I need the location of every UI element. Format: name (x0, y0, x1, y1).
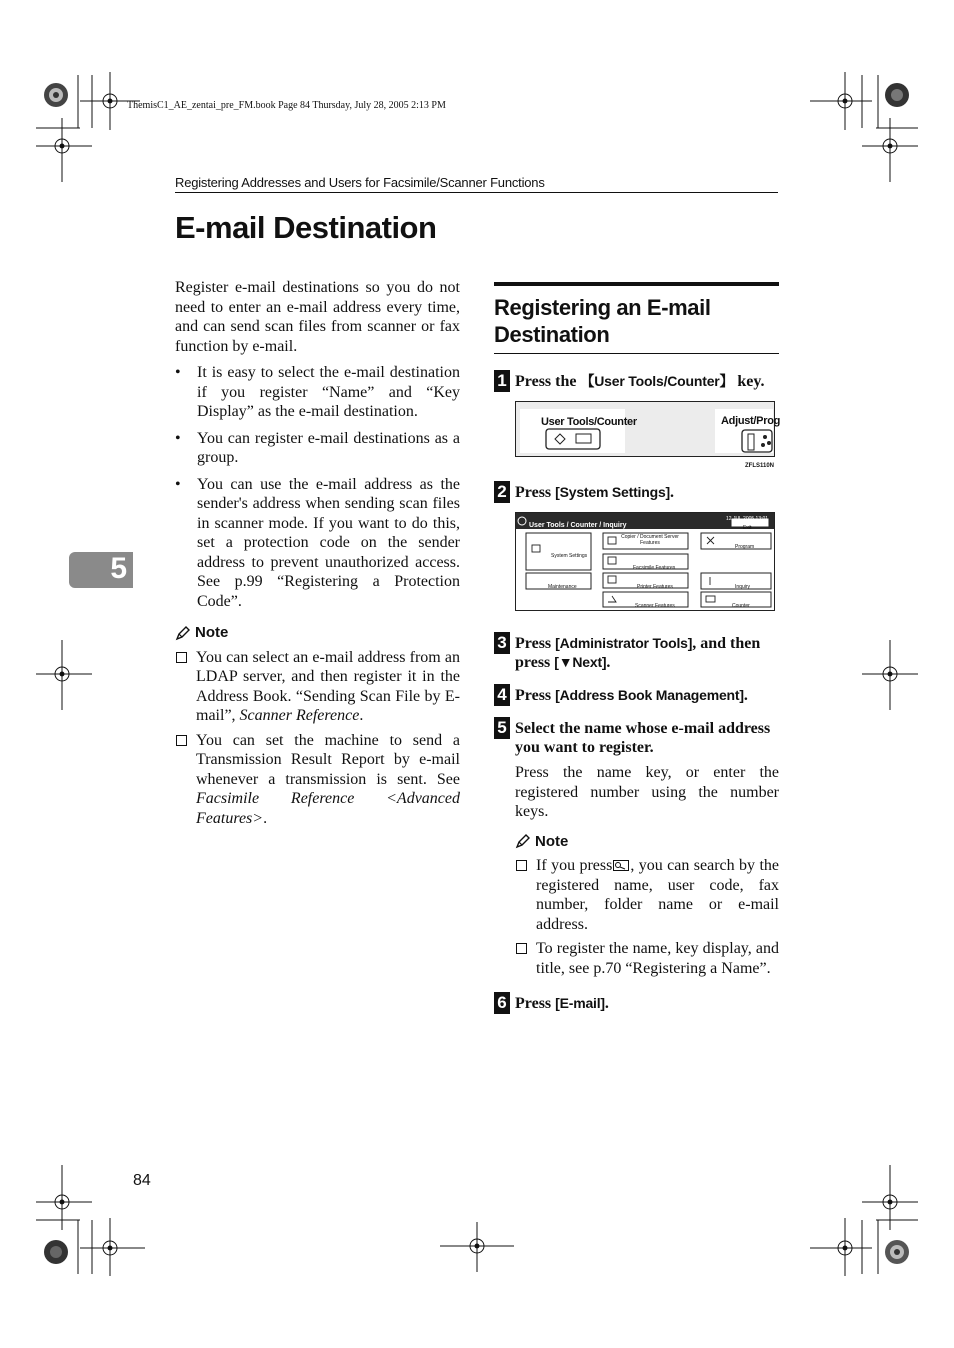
step-text: , and then press (515, 635, 761, 671)
note-label: Note (195, 624, 229, 641)
step-text: Press (515, 635, 556, 652)
step-text: . (743, 687, 748, 704)
file-info: ThemisC1_AE_zentai_pre_FM.book Page 84 Thursday, July 28, 2005 2:13 PM (127, 100, 446, 111)
bullet-icon: • (175, 364, 181, 381)
facsimile-features-button[interactable]: Facsimile Features (633, 565, 676, 571)
program-button[interactable]: Program (735, 544, 755, 550)
step-text: . (606, 654, 611, 671)
control-panel-illustration (515, 401, 781, 469)
figure-code: ZFLS110N (745, 463, 775, 469)
right-column (494, 282, 779, 1013)
key-name: [E-mail] (555, 995, 605, 1011)
key-name: [System Settings] (555, 484, 670, 500)
key-name: [▼Next] (554, 654, 607, 670)
chapter-tab (69, 552, 133, 588)
note-text: To register the name, key display, and title, see p.70 “Registering a Name”. (536, 940, 779, 977)
system-settings-button[interactable]: System Settings (551, 553, 588, 559)
step-text: . (604, 995, 609, 1012)
note-text: You can select an e-mail address from an LDAP server, and then register it in the Address Book. “Sending Scan File by E-mail”, (196, 648, 460, 724)
list-item (175, 429, 460, 468)
exit-button[interactable]: Exit (743, 525, 752, 531)
step-5 (494, 719, 779, 757)
chapter-number: 5 (110, 552, 127, 585)
step-text: Press (515, 995, 556, 1012)
reference-title: Scanner Reference (239, 707, 360, 724)
step-number: 4 (494, 684, 510, 706)
counter-button[interactable]: Counter (732, 603, 750, 609)
key-name: 【User Tools/Counter】 (580, 373, 734, 389)
note-item (515, 856, 779, 934)
checkbox-icon (516, 943, 527, 954)
note-text-end: . (359, 707, 364, 724)
maintenance-button[interactable]: Maintenance (548, 584, 577, 590)
note-heading (494, 832, 779, 852)
step-number: 6 (494, 992, 510, 1014)
step-text: key. (733, 373, 765, 390)
step-number: 3 (494, 632, 510, 654)
bullet-icon: • (175, 429, 181, 447)
section-heading: Registering an E-mail Destination (494, 282, 779, 354)
checkbox-icon (176, 652, 187, 663)
step-number: 5 (494, 717, 510, 739)
checkbox-icon (176, 735, 187, 746)
search-key-icon (613, 860, 629, 871)
page-number: 84 (133, 1172, 151, 1189)
printer-features-button[interactable]: Printer Features (637, 584, 673, 590)
step-6 (494, 994, 779, 1013)
step-text: Press (515, 687, 556, 704)
page-title: E-mail Destination (175, 210, 437, 245)
screen-header: User Tools / Counter / Inquiry (529, 522, 627, 529)
intro-paragraph: Register e-mail destinations so you do not need to enter an e-mail address every time, and can send scan files from scanner or fax function by e-mail. (175, 279, 460, 355)
note-text: You can set the machine to send a Transmission Result Report by e-mail whenever a transmission is sent. See (196, 731, 460, 788)
pencil-icon (175, 625, 191, 641)
step-4 (494, 686, 779, 705)
inquiry-button[interactable]: Inquiry (735, 584, 751, 590)
step-1 (494, 372, 779, 391)
user-tools-screen (515, 512, 779, 612)
note-text: , you can search by the registered name, user code, fax number, folder name or e-mail address. (536, 857, 779, 933)
bullet-text: You can use the e-mail address as the sender's address when sending scan files in scanner mode. If you want to do this, set a protection code on the sender address to prevent unauthorized access. See p.99 “Registering a Protection Code”. (197, 475, 460, 610)
header-rule (175, 192, 778, 193)
step-text: Press (515, 484, 556, 501)
panel-left-label: User Tools/Counter (541, 416, 637, 428)
key-name: [Address Book Management] (555, 687, 744, 703)
step-3 (494, 634, 779, 672)
note-text: If you press (536, 857, 613, 874)
bullet-text: It is easy to select the e-mail destination if you register “Name” and “Key Display” as the e-mail destination. (197, 364, 460, 420)
checkbox-icon (516, 860, 527, 871)
step-text: Press the (515, 373, 581, 390)
note-item (175, 731, 460, 829)
note-text-end: . (263, 809, 268, 827)
left-column (175, 278, 460, 828)
note-label: Note (535, 832, 569, 850)
note-item (175, 648, 460, 726)
panel-drawing (515, 401, 779, 465)
list-item (175, 475, 460, 612)
step-number: 1 (494, 370, 510, 392)
bullet-icon: • (175, 475, 181, 493)
step-number: 2 (494, 481, 510, 503)
note-item (515, 939, 779, 978)
panel-right-label: Adjust/Prog (721, 415, 781, 427)
bullet-text: You can register e-mail destinations as a group. (197, 429, 460, 466)
step-2 (494, 483, 779, 502)
key-name: [Administrator Tools] (555, 635, 693, 651)
step-text: . (670, 484, 674, 501)
list-item (175, 363, 460, 422)
reference-title: Facsimile Reference <Advanced Features> (196, 790, 460, 827)
running-header: Registering Addresses and Users for Facsimile/Scanner Functions (175, 175, 545, 190)
scanner-features-button[interactable]: Scanner Features (635, 603, 675, 609)
step-text: Select the name whose e-mail address you want to register. (515, 720, 771, 756)
screen-date: 12 JUL 2005 13:01 (726, 516, 769, 522)
note-heading (175, 623, 460, 643)
copier-features-button[interactable]: Copier / Document Server Features (621, 534, 679, 546)
pencil-icon (515, 833, 531, 849)
step-5-body: Press the name key, or enter the registered number using the number keys. (515, 764, 779, 820)
